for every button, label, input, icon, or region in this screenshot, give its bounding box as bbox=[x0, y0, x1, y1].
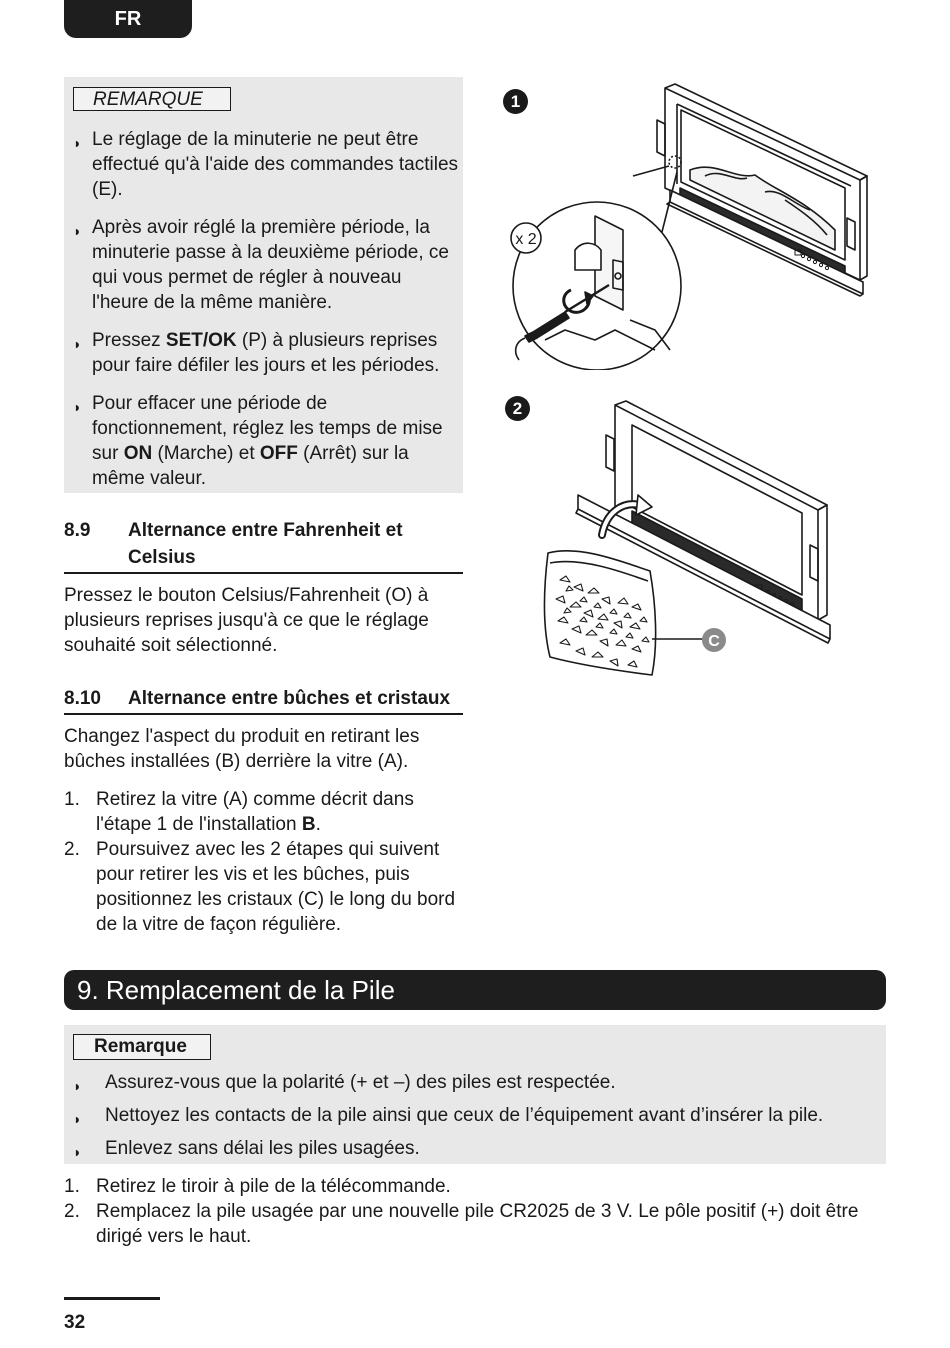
figure-add-crystals bbox=[540, 395, 840, 695]
bullet-icon: ◗ bbox=[73, 1078, 82, 1094]
bullet-icon: ◗ bbox=[73, 399, 82, 415]
note-box bbox=[64, 77, 463, 493]
x2-label: x 2 bbox=[515, 231, 537, 248]
note-item: ◗ Le réglage de la minuterie ne peut être effectué qu'à l'aide des commandes tactiles (E). bbox=[73, 129, 459, 200]
step-item: 1. Retirez la vitre (A) comme décrit dans l'étape 1 de l'installation B. bbox=[64, 789, 414, 835]
page-number: 32 bbox=[64, 1312, 86, 1333]
note-list bbox=[73, 1070, 873, 1169]
bullet-icon: ◗ bbox=[73, 135, 82, 151]
language-tab: FR bbox=[64, 0, 192, 38]
section-heading-8-9: 8.9 Alternance entre Fahrenheit et Celsius bbox=[64, 517, 463, 574]
c-label: C bbox=[708, 633, 720, 650]
note-list bbox=[73, 127, 458, 504]
step-item: 2. Poursuivez avec les 2 étapes qui suivent pour retirer les vis et les bûches, puis positionnez les cristaux (C) le long du bord de la vitre de façon régulière. bbox=[64, 839, 456, 935]
bullet-icon: ◗ bbox=[73, 1144, 82, 1160]
figure-remove-screws bbox=[505, 80, 875, 370]
chapter-heading: 9. Remplacement de la Pile bbox=[64, 970, 886, 1010]
bullet-icon: ◗ bbox=[73, 336, 82, 352]
step-1-badge: 1 bbox=[503, 89, 528, 114]
step-2-badge: 2 bbox=[505, 396, 530, 421]
note-box-battery bbox=[64, 1025, 886, 1164]
note-item: ◗ Pour effacer une période de fonctionnement, réglez les temps de mise sur ON (Marche) et OFF (Arrêt) sur la même valeur. bbox=[73, 393, 443, 489]
bullet-icon: ◗ bbox=[73, 1111, 82, 1127]
step-item: 2. Remplacez la pile usagée par une nouvelle pile CR2025 de 3 V. Le pôle positif (+) doit être dirigé vers le haut. bbox=[64, 1201, 859, 1247]
note-item: ◗ Pressez SET/OK (P) à plusieurs reprises pour faire défiler les jours et les périodes. bbox=[73, 330, 440, 376]
bullet-icon: ◗ bbox=[73, 223, 82, 239]
note-item: ◗ Après avoir réglé la première période, la minuterie passe à la deuxième période, ce qui vous permet de régler à nouveau l'heure de la même manière. bbox=[73, 217, 449, 313]
note-label: REMARQUE bbox=[73, 87, 231, 111]
steps-list bbox=[64, 787, 463, 937]
note-item: ◗ Enlevez sans délai les piles usagées. bbox=[73, 1136, 873, 1161]
step-item: 1. Retirez le tiroir à pile de la télécommande. bbox=[64, 1176, 451, 1197]
note-label: Remarque bbox=[73, 1034, 211, 1060]
note-item: ◗ Nettoyez les contacts de la pile ainsi que ceux de l’équipement avant d’insérer la pile. bbox=[73, 1103, 873, 1128]
section-body-8-9: Pressez le bouton Celsius/Fahrenheit (O) à plusieurs reprises jusqu'à ce que le réglage souhaité soit sélectionné. bbox=[64, 585, 429, 656]
note-item: ◗ Assurez-vous que la polarité (+ et –) des piles est respectée. bbox=[73, 1070, 873, 1095]
section-heading-8-10: 8.10 Alternance entre bûches et cristaux bbox=[64, 685, 463, 715]
section-body-8-10: Changez l'aspect du produit en retirant les bûches installées (B) derrière la vitre (A). bbox=[64, 726, 420, 772]
footer-rule bbox=[64, 1297, 160, 1300]
battery-steps-list bbox=[64, 1174, 886, 1249]
